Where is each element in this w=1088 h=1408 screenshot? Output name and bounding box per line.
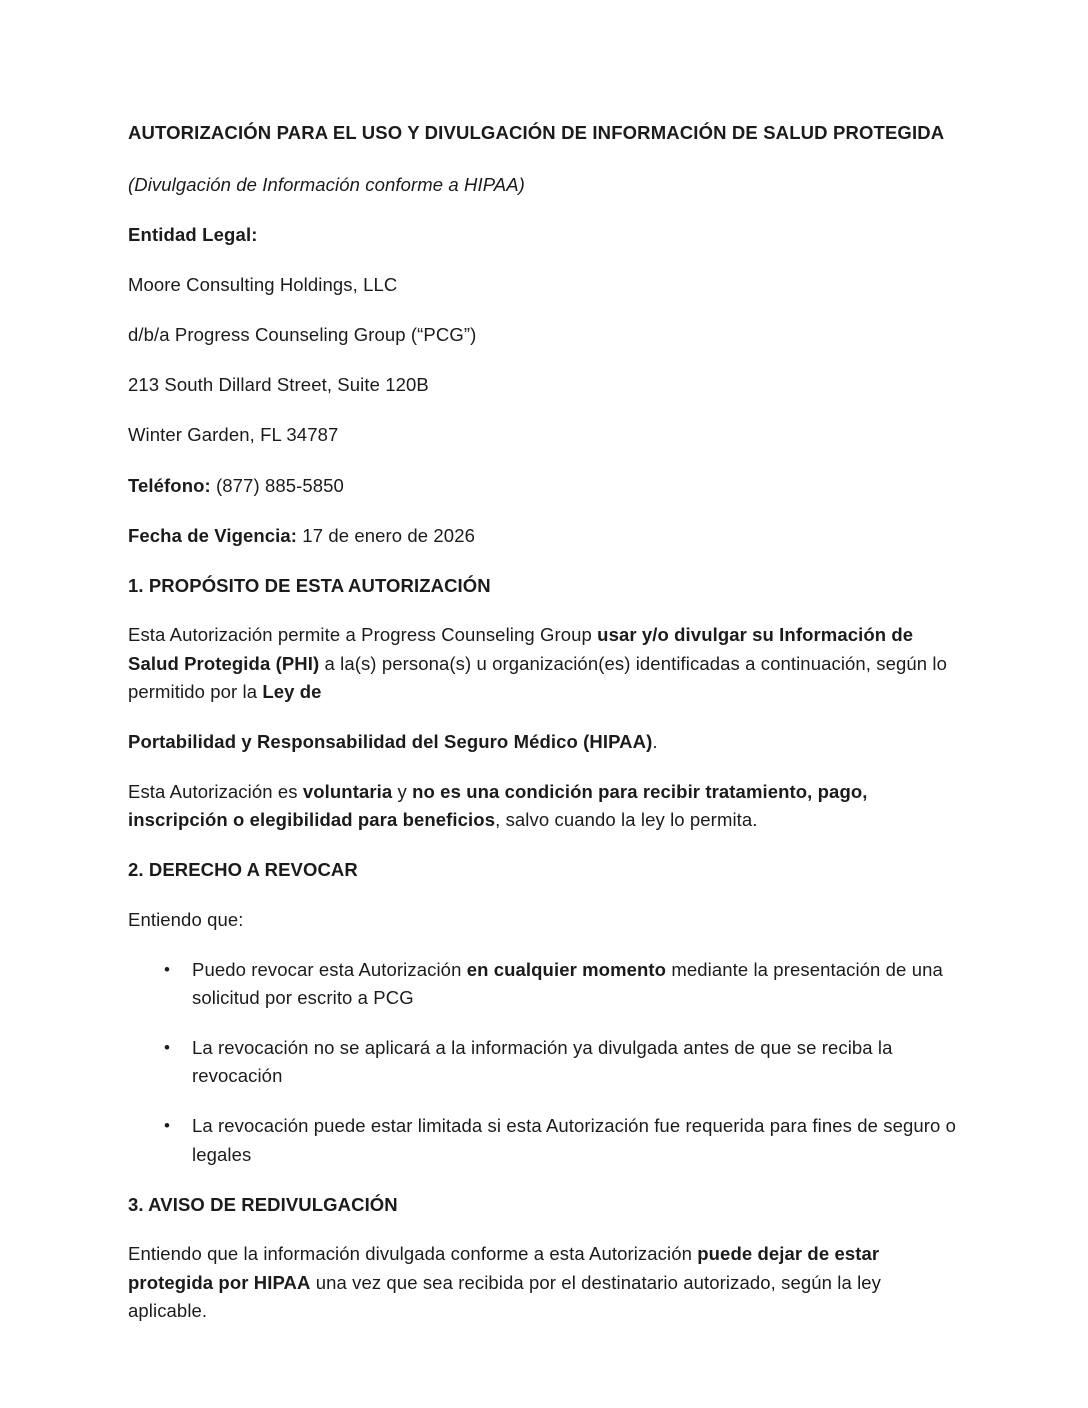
section-3-heading: 3. AVISO DE REDIVULGACIÓN bbox=[128, 1193, 398, 1215]
effective-date-label: Fecha de Vigencia: bbox=[128, 524, 298, 546]
section-3-p1-part-b: puede dejar de estar protegida por HIPAA bbox=[128, 1243, 880, 1293]
phone-label: Teléfono: bbox=[128, 474, 211, 496]
section-1-p1-part-b: usar y/o divulgar su Información de Salud Protegida (PHI) bbox=[128, 624, 914, 674]
bullet-3-part-a: La revocación puede estar limitada si esta Autorización fue requerida para fines de seguro o legales bbox=[192, 1115, 957, 1165]
section-3-p1-part-a: Entiendo que la información divulgada conforme a esta Autorización bbox=[128, 1243, 698, 1265]
document-body bbox=[128, 118, 960, 1325]
bullet-2-part-a: La revocación no se aplicará a la información ya divulgada antes de que se reciba la revocación bbox=[192, 1037, 893, 1087]
effective-date-value: 17 de enero de 2026 bbox=[297, 524, 475, 546]
section-1-p1-part-c: a la(s) persona(s) u organización(es) identificadas a continuación, según lo permitido por la bbox=[128, 652, 948, 702]
legal-entity-label: Entidad Legal: bbox=[128, 224, 258, 246]
page-title: AUTORIZACIÓN PARA EL USO Y DIVULGACIÓN DE INFORMACIÓN DE SALUD PROTEGIDA bbox=[128, 122, 945, 143]
section-1-p1-part-d: Ley de bbox=[262, 680, 322, 702]
bullet-1-part-b: en cualquier momento bbox=[466, 959, 667, 980]
phone-row bbox=[128, 472, 960, 500]
section-2-intro: Entiendo que: bbox=[128, 908, 244, 930]
bullet-1-part-a: Puedo revocar esta Autorización bbox=[192, 959, 467, 980]
bullet-1-part-c: mediante la presentación de una solicitud por escrito a PCG bbox=[192, 959, 943, 1009]
section-1-p1-part-a: Esta Autorización permite a Progress Counseling Group bbox=[128, 624, 598, 646]
section-1-paragraph-1 bbox=[128, 621, 960, 705]
section-1-p3-part-b: voluntaria bbox=[302, 780, 393, 802]
section-1-p3-part-a: Esta Autorización es bbox=[128, 780, 303, 802]
phone-value: (877) 885-5850 bbox=[210, 474, 344, 496]
section-1-paragraph-3 bbox=[128, 778, 960, 834]
document-subtitle: (Divulgación de Información conforme a HIPAA) bbox=[128, 174, 525, 196]
section-2-heading: 2. DERECHO A REVOCAR bbox=[128, 859, 358, 881]
section-1-paragraph-2 bbox=[128, 728, 960, 756]
legal-entity-name: Moore Consulting Holdings, LLC bbox=[128, 274, 398, 296]
list-item bbox=[128, 1112, 960, 1168]
section-1-p3-part-e: , salvo cuando la ley lo permita. bbox=[495, 809, 758, 831]
list-item bbox=[128, 1034, 960, 1090]
section-1-p3-part-d: no es una condición para recibir tratamiento, pago, inscripción o elegibilidad para beneficios bbox=[128, 780, 868, 831]
section-1-heading: 1. PROPÓSITO DE ESTA AUTORIZACIÓN bbox=[128, 574, 491, 596]
section-3-p1-part-c: una vez que sea recibida por el destinatario autorizado, según la ley aplicable. bbox=[128, 1271, 882, 1321]
legal-entity-dba: d/b/a Progress Counseling Group (“PCG”) bbox=[128, 324, 477, 346]
section-1-p2-bold: Portabilidad y Responsabilidad del Seguro Médico (HIPAA) bbox=[128, 730, 653, 752]
address-line-2: Winter Garden, FL 34787 bbox=[128, 424, 339, 446]
section-1-p2-tail: . bbox=[652, 730, 658, 752]
address-line-1: 213 South Dillard Street, Suite 120B bbox=[128, 374, 429, 396]
section-2-bullet-list bbox=[128, 956, 960, 1169]
effective-date-row bbox=[128, 522, 960, 550]
section-3-paragraph-1 bbox=[128, 1240, 960, 1324]
section-1-p3-part-c: y bbox=[392, 780, 413, 802]
list-item bbox=[128, 956, 960, 1012]
